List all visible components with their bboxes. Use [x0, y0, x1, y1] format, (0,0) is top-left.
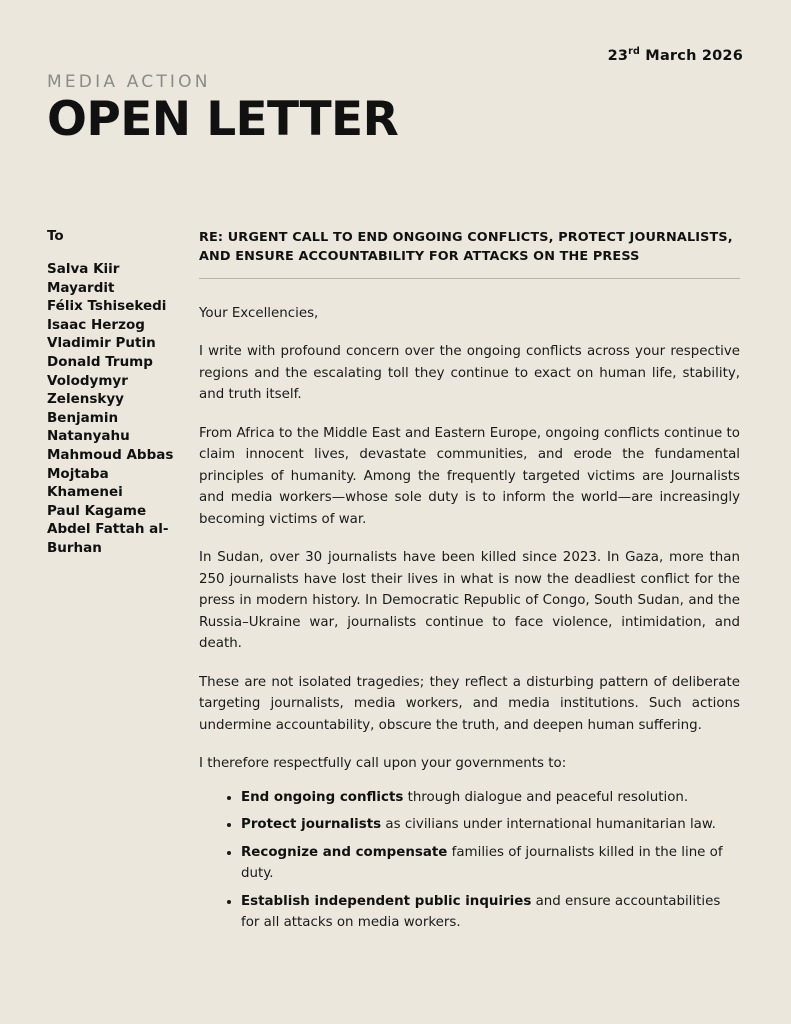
- list-item: Donald Trump: [47, 353, 153, 370]
- demand-title: Protect journalists: [241, 817, 382, 832]
- recipient-list: [47, 260, 187, 558]
- demand-text: as civilians under international humanitarian law.: [381, 817, 716, 832]
- list-item: Vladimir Putin: [47, 335, 156, 352]
- masthead: [47, 72, 399, 147]
- demand-title: End ongoing conflicts: [241, 789, 404, 805]
- letter-paragraph: I write with profound concern over the ongoing conflicts across your respective regions and the escalating toll they continue to exact on human life, stability, and truth itself.: [199, 344, 740, 402]
- demand-text: through dialogue and peaceful resolution.: [403, 789, 689, 805]
- list-item: [241, 842, 740, 885]
- to-label: To: [47, 228, 64, 244]
- demands-list: [199, 787, 740, 934]
- date-day: 23: [607, 47, 629, 64]
- call-to-action-lead-in: I therefore respectfully call upon your governments to:: [199, 756, 567, 771]
- masthead-kicker: MEDIA ACTION: [47, 72, 211, 92]
- date-ordinal-suffix: rd: [628, 46, 641, 57]
- list-item: [241, 814, 740, 836]
- demand-text: families of journalists killed in the line of duty.: [241, 844, 723, 881]
- demand-text: and ensure accountabilities for all attacks on media workers.: [241, 893, 721, 930]
- demand-title: Recognize and compensate: [241, 844, 448, 860]
- letter-paragraph: These are not isolated tragedies; they reflect a disturbing pattern of deliberate targeting journalists, media workers, and media institutions. Such actions undermine accountability, obscure the truth, and deepen human suffering.: [199, 674, 740, 733]
- list-item: Mahmoud Abbas: [47, 446, 174, 463]
- page-title: OPEN LETTER: [47, 92, 399, 147]
- list-item: Benjamin Natanyahu: [47, 409, 130, 445]
- list-item: Volodymyr Zelenskyy: [47, 372, 128, 408]
- list-item: Abdel Fattah al-Burhan: [47, 521, 169, 556]
- letter-paragraph: From Africa to the Middle East and Eastern Europe, ongoing conflicts continue to claim innocent lives, devastate communities, and erode the fundamental principles of humanity. Among the frequently targeted victims are Journalists and media workers—whose sole duty is to inform the world—are increasingly becoming victims of war.: [199, 425, 740, 527]
- list-item: [241, 787, 740, 809]
- demand-title: Establish independent public inquiries: [241, 893, 532, 909]
- letter-salutation: Your Excellencies,: [199, 306, 319, 321]
- letter-body: [199, 228, 740, 940]
- list-item: Salva Kiir Mayardit: [47, 261, 120, 296]
- list-item: Mojtaba Khamenei: [47, 465, 123, 501]
- letter-date: [608, 46, 743, 64]
- date-month-year: March 2026: [640, 47, 743, 64]
- list-item: [241, 891, 740, 934]
- letter-paragraph: In Sudan, over 30 journalists have been killed since 2023. In Gaza, more than 250 journalists have lost their lives in what is now the deadliest conflict for the press in modern history. In Democratic Republic of Congo, South Sudan, and the Russia–Ukraine war, journalists continue to face violence, intimidation, and death.: [199, 550, 740, 651]
- letter-subject: RE: URGENT CALL TO END ONGOING CONFLICTS, PROTECT JOURNALISTS, AND ENSURE ACCOUNTABILITY FOR ATTACKS ON THE PRESS: [199, 230, 733, 264]
- list-item: Isaac Herzog: [47, 316, 145, 333]
- list-item: Félix Tshisekedi: [47, 298, 167, 315]
- list-item: Paul Kagame: [47, 502, 147, 519]
- recipients-column: [47, 228, 187, 558]
- divider: [199, 278, 740, 279]
